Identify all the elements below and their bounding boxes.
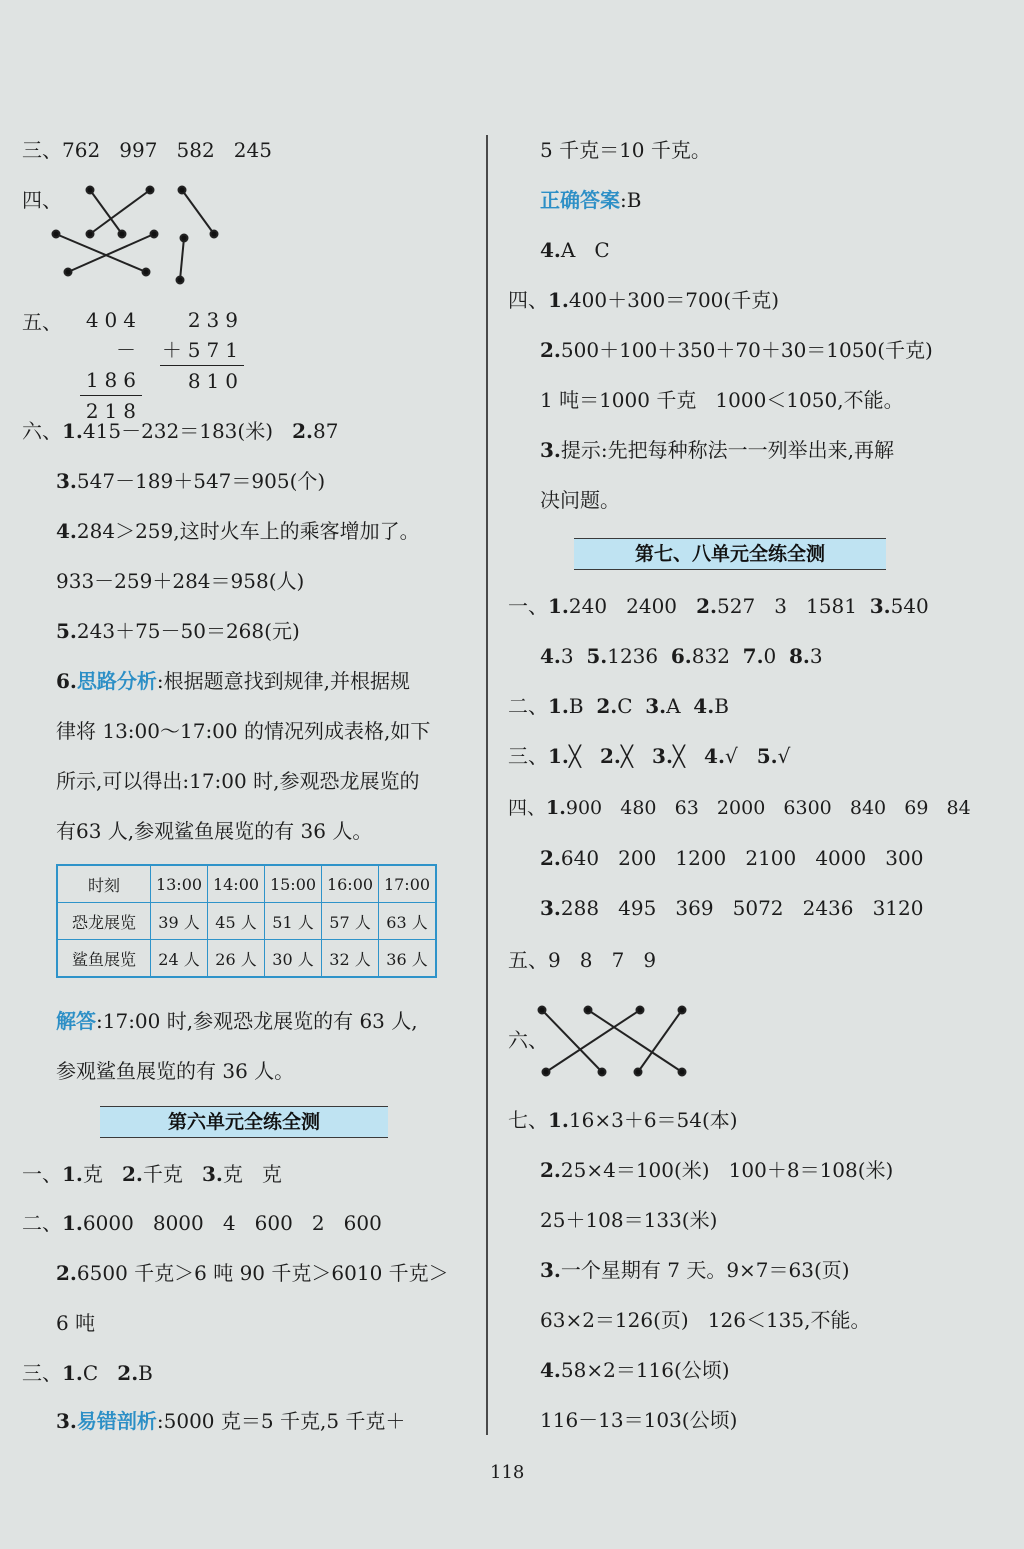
right-continuation: 5 千克＝10 千克。 <box>540 138 711 162</box>
unit78-q6-label: 六、 <box>508 1028 548 1052</box>
left-q6-1: 六、1.415－232＝183(米) 2.87 <box>22 419 339 443</box>
right-s4-2-line2: 1 吨＝1000 千克 1000＜1050,不能。 <box>540 388 904 412</box>
right-q4: 4.A C <box>540 238 610 262</box>
table-cell: 36 人 <box>379 940 437 978</box>
table-cell: 51 人 <box>265 903 322 940</box>
subtraction-result: 218 <box>80 395 142 426</box>
table-header-row <box>57 865 436 903</box>
right-s4-3-line2: 决问题。 <box>540 488 620 512</box>
table-row <box>57 903 436 940</box>
unit78-q7-4: 4.58×2＝116(公顷) <box>540 1358 730 1382</box>
unit78-q4-1: 四、1.900 480 63 2000 6300 840 69 84 <box>508 797 971 819</box>
unit78-q7-4-line2: 116－13＝103(公顷) <box>540 1408 738 1432</box>
table-cell: 15:00 <box>265 865 322 903</box>
table-cell: 39 人 <box>151 903 208 940</box>
unit6-q2-2-line2: 6 吨 <box>56 1311 96 1335</box>
table-cell: 24 人 <box>151 940 208 978</box>
left-q6-3: 3.547－189＋547＝905(个) <box>56 469 326 493</box>
left-q6-6-line2: 律将 13:00～17:00 的情况列成表格,如下 <box>56 719 431 743</box>
unit6-q1: 一、1.克 2.千克 3.克 克 <box>22 1162 282 1186</box>
unit78-q1-line1: 一、1.240 2400 2.527 3 1581 3.540 <box>508 594 929 618</box>
left-q4-label: 四、 <box>22 188 62 212</box>
table-row <box>57 940 436 978</box>
left-q5-label: 五、 <box>22 310 62 334</box>
table-cell: 14:00 <box>208 865 265 903</box>
unit78-q5: 五、9 8 7 9 <box>508 948 657 972</box>
unit78-q7-3-line2: 63×2＝126(页) 126＜135,不能。 <box>540 1308 871 1332</box>
unit78-q7-2: 2.25×4＝100(米) 100＋8＝108(米) <box>540 1158 894 1182</box>
unit78-q7-3: 3.一个星期有 7 天。9×7＝63(页) <box>540 1258 850 1282</box>
table-cell: 32 人 <box>322 940 379 978</box>
left-q6-6-line3: 所示,可以得出:17:00 时,参观恐龙展览的 <box>56 769 420 793</box>
table-cell: 16:00 <box>322 865 379 903</box>
left-q3: 三、762 997 582 245 <box>22 138 272 162</box>
addition-operand: ＋571 <box>161 338 244 362</box>
vertical-addition <box>160 305 244 396</box>
unit6-q2-2: 2.6500 千克＞6 吨 90 千克＞6010 千克＞ <box>56 1261 449 1285</box>
table-cell: 鲨鱼展览 <box>57 940 151 978</box>
unit6-q3-3: 3.易错剖析:5000 克＝5 千克,5 千克＋ <box>56 1409 406 1433</box>
unit78-q7-2-line2: 25＋108＝133(米) <box>540 1208 718 1232</box>
table-cell: 63 人 <box>379 903 437 940</box>
unit6-q3-1: 三、1.C 2.B <box>22 1361 153 1385</box>
unit6-header: 第六单元全练全测 <box>100 1106 388 1138</box>
left-answer: 解答:17:00 时,参观恐龙展览的有 63 人, <box>56 1009 418 1033</box>
unit78-header: 第七、八单元全练全测 <box>574 538 886 570</box>
table-cell: 30 人 <box>265 940 322 978</box>
right-correct-answer: 正确答案:B <box>540 188 642 212</box>
right-s4-3: 3.提示:先把每种称法一一列举出来,再解 <box>540 438 894 462</box>
page-number: 118 <box>490 1462 525 1483</box>
table-cell: 26 人 <box>208 940 265 978</box>
matching-lines-diagram-2 <box>170 182 230 292</box>
unit78-q3: 三、1.╳ 2.╳ 3.╳ 4.√ 5.√ <box>508 744 791 768</box>
table-cell: 45 人 <box>208 903 265 940</box>
column-divider <box>486 135 488 1435</box>
right-s4-1: 四、1.400＋300＝700(千克) <box>508 288 780 312</box>
table-cell: 时刻 <box>57 865 151 903</box>
left-q6-6-line4: 有63 人,参观鲨鱼展览的有 36 人。 <box>56 819 373 843</box>
table-cell: 17:00 <box>379 865 437 903</box>
subtraction-top: 404 <box>85 308 142 332</box>
unit78-q4-2: 2.640 200 1200 2100 4000 300 <box>540 846 924 870</box>
unit78-q1-line2: 4.3 5.1236 6.832 7.0 8.3 <box>540 644 823 668</box>
right-s4-2: 2.500＋100＋350＋70＋30＝1050(千克) <box>540 338 933 362</box>
matching-lines-diagram-3 <box>530 1000 700 1080</box>
left-q6-4: 4.284＞259,这时火车上的乘客增加了。 <box>56 519 420 543</box>
subtraction-operand: －186 <box>85 338 142 392</box>
table-cell: 57 人 <box>322 903 379 940</box>
table-cell: 13:00 <box>151 865 208 903</box>
left-answer-line2: 参观鲨鱼展览的有 36 人。 <box>56 1059 295 1083</box>
vertical-subtraction <box>80 305 142 426</box>
table-cell: 恐龙展览 <box>57 903 151 940</box>
exhibition-table <box>56 864 437 978</box>
unit78-q7-1: 七、1.16×3＋6＝54(本) <box>508 1108 738 1132</box>
addition-result: 810 <box>160 365 244 396</box>
left-q6-6: 6.思路分析:根据题意找到规律,并根据规 <box>56 669 410 693</box>
unit78-q4-3: 3.288 495 369 5072 2436 3120 <box>540 896 924 920</box>
matching-lines-diagram-1 <box>50 182 170 292</box>
left-q6-5: 5.243＋75－50＝268(元) <box>56 619 300 643</box>
left-q6-4-line2: 933－259＋284＝958(人) <box>56 569 305 593</box>
unit78-q2: 二、1.B 2.C 3.A 4.B <box>508 694 729 718</box>
unit6-q2-1: 二、1.6000 8000 4 600 2 600 <box>22 1211 382 1235</box>
addition-top: 239 <box>187 308 244 332</box>
